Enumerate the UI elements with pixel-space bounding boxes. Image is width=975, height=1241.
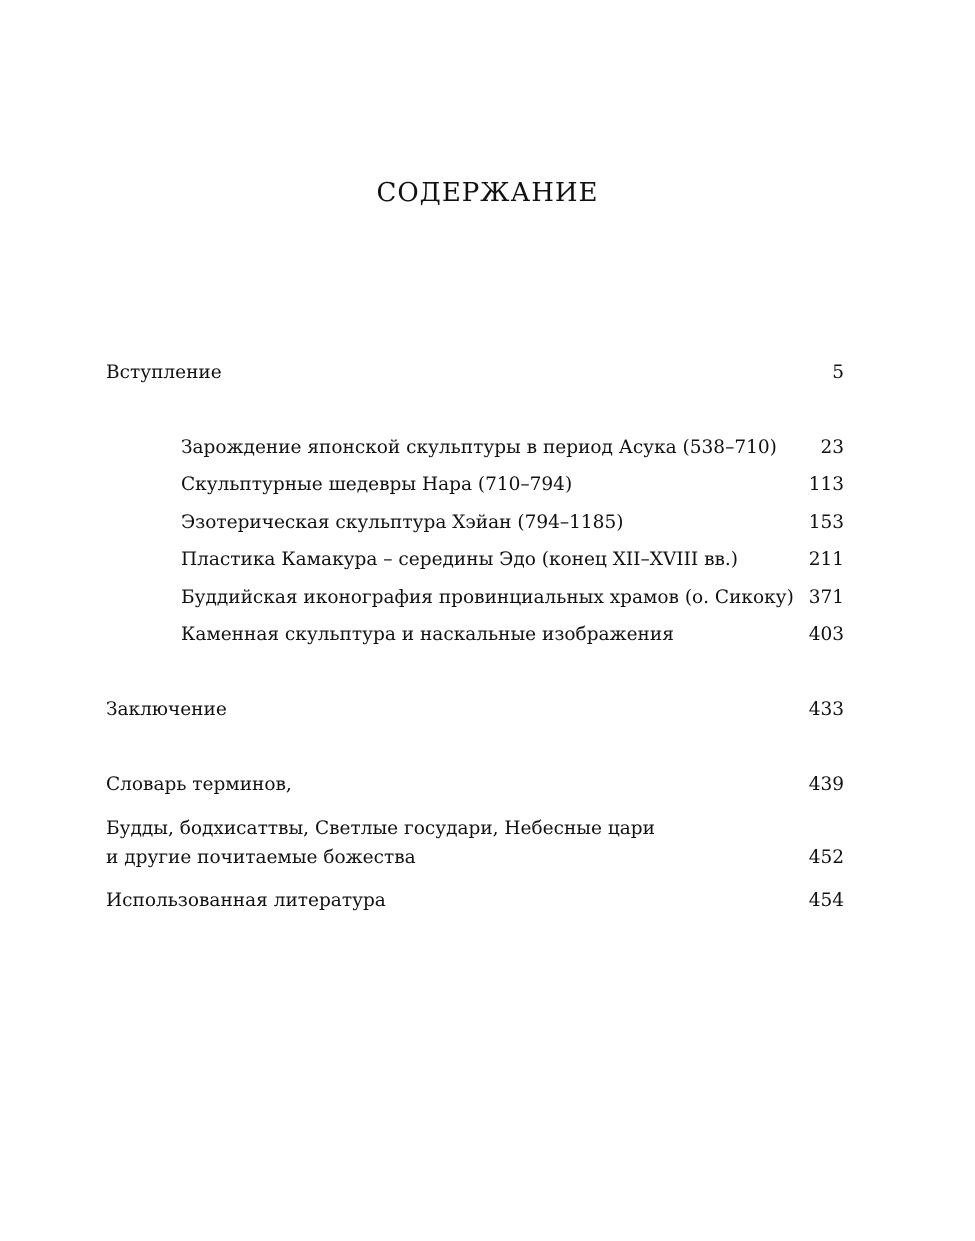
toc-page-number: 113	[808, 474, 844, 495]
toc-entry-label-line1: Будды, бодхисаттвы, Светлые государи, Небесные цари	[106, 818, 655, 839]
toc-entry-label: Словарь терминов,	[106, 774, 292, 795]
toc-page-number: 153	[808, 512, 844, 533]
toc-entry-label: Эзотерическая скульптура Хэйан (794–1185)	[181, 512, 624, 533]
toc-entry-label: Буддийская иконография провинциальных храмов (о. Сикоку)	[181, 587, 794, 608]
toc-page-number: 23	[820, 437, 844, 458]
toc-page-number: 439	[808, 774, 844, 795]
toc-entry-label: Каменная скульптура и наскальные изображения	[181, 624, 674, 645]
toc-entry-label-line2: и другие почитаемые божества	[106, 847, 416, 868]
toc-page-number: 403	[808, 624, 844, 645]
toc-page-number: 452	[808, 847, 844, 868]
toc-entry-label: Пластика Камакура – середины Эдо (конец XII–XVIII вв.)	[181, 549, 739, 570]
toc-page-number: 454	[808, 890, 844, 911]
toc-entry-label: Зарождение японской скульптуры в период Асука (538–710)	[181, 437, 777, 458]
toc-entry-label: Скульптурные шедевры Нара (710–794)	[181, 474, 573, 495]
toc-entry-label: Вступление	[106, 362, 222, 383]
toc-entry-deities	[106, 815, 844, 873]
toc-page-number: 433	[808, 699, 844, 720]
toc-entry-label: Использованная литература	[106, 890, 386, 911]
toc-page-number: 211	[808, 549, 844, 570]
page-title: СОДЕРЖАНИЕ	[376, 178, 599, 208]
toc-page-number: 371	[808, 587, 844, 608]
toc-entry-label: Заключение	[106, 699, 227, 720]
toc-page-number: 5	[832, 362, 844, 383]
